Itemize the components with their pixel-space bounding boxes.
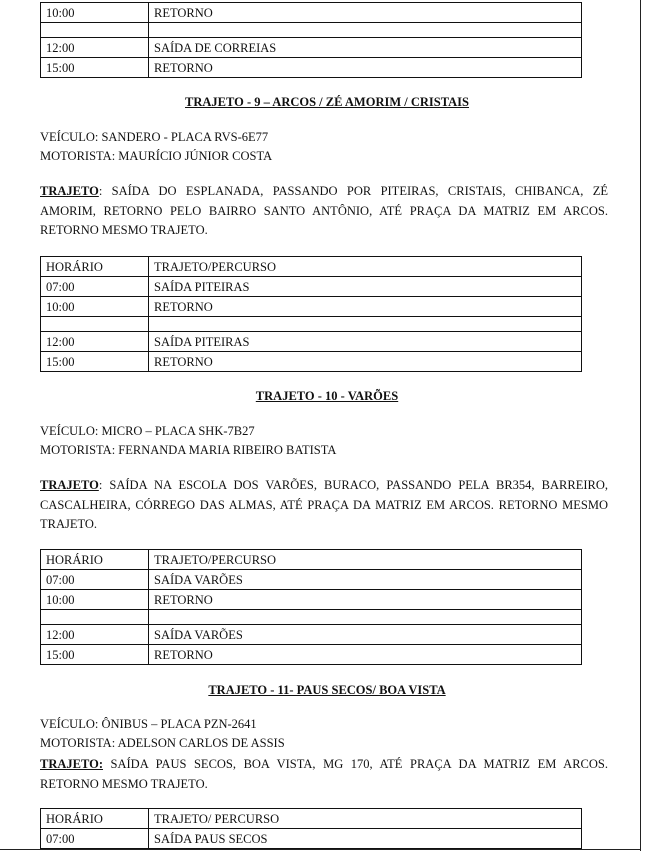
table-row <box>41 38 582 58</box>
driver-line: MOTORISTA: FERNANDA MARIA RIBEIRO BATISTA <box>40 443 337 457</box>
driver-line: MOTORISTA: MAURÍCIO JÚNIOR COSTA <box>40 149 273 163</box>
route-cell <box>149 317 582 332</box>
vehicle-line: VEÍCULO: MICRO – PLACA SHK-7B27 <box>40 424 255 438</box>
time-cell: 15:00 <box>41 58 149 78</box>
table-row <box>41 590 582 610</box>
time-cell: 10:00 <box>41 297 149 317</box>
route-description <box>40 476 608 535</box>
route-label: TRAJETO: <box>40 757 103 771</box>
route-cell: RETORNO <box>149 58 582 78</box>
column-header-route: TRAJETO/PERCURSO <box>149 257 582 277</box>
route-cell: RETORNO <box>149 352 582 372</box>
column-header-time: HORÁRIO <box>41 809 149 829</box>
page-border-bottom <box>0 849 641 850</box>
route-cell: RETORNO <box>149 645 582 665</box>
time-cell: 07:00 <box>41 829 149 849</box>
column-header-time: HORÁRIO <box>41 550 149 570</box>
route-heading: TRAJETO - 9 – ARCOS / ZÉ AMORIM / CRISTAIS <box>185 95 469 109</box>
schedule-table-route-11 <box>40 808 582 849</box>
time-cell <box>41 610 149 625</box>
schedule-table-route-9 <box>40 256 582 372</box>
route-label: TRAJETO <box>40 184 99 198</box>
column-header-route: TRAJETO/ PERCURSO <box>149 809 582 829</box>
table-header-row <box>41 809 582 829</box>
driver-line: MOTORISTA: ADELSON CARLOS DE ASSIS <box>40 736 285 750</box>
route-text: SAÍDA PAUS SECOS, BOA VISTA, MG 170, ATÉ PRAÇA DA MATRIZ EM ARCOS. RETORNO MESMO TRAJETO. <box>40 757 608 791</box>
time-cell: 07:00 <box>41 277 149 297</box>
time-cell: 12:00 <box>41 38 149 58</box>
route-text: : SAÍDA NA ESCOLA DOS VARÕES, BURACO, PASSANDO PELA BR354, BARREIRO, CASCALHEIRA, CÓRREGO DAS ALMAS, ATÉ PRAÇA DA MATRIZ EM ARCOS. RETORNO MESMO TRAJETO. <box>40 478 608 531</box>
schedule-table-continued <box>40 2 582 78</box>
time-cell: 12:00 <box>41 332 149 352</box>
route-text: : SAÍDA DO ESPLANADA, PASSANDO POR PITEIRAS, CRISTAIS, CHIBANCA, ZÉ AMORIM, RETORNO PELO BAIRRO SANTO ANTÔNIO, ATÉ PRAÇA DA MATRIZ EM ARCOS. RETORNO MESMO TRAJETO. <box>40 184 608 237</box>
route-heading: TRAJETO - 11- PAUS SECOS/ BOA VISTA <box>208 683 446 697</box>
schedule-table-route-10 <box>40 549 582 665</box>
time-cell: 10:00 <box>41 590 149 610</box>
vehicle-line: VEÍCULO: ÔNIBUS – PLACA PZN-2641 <box>40 717 257 731</box>
route-cell <box>149 23 582 38</box>
time-cell: 15:00 <box>41 645 149 665</box>
table-row <box>41 610 582 625</box>
time-cell: 07:00 <box>41 570 149 590</box>
page-border-right <box>640 0 641 851</box>
table-row <box>41 317 582 332</box>
table-row <box>41 625 582 645</box>
table-row <box>41 297 582 317</box>
table-row <box>41 3 582 23</box>
route-cell: RETORNO <box>149 590 582 610</box>
time-cell: 15:00 <box>41 352 149 372</box>
route-cell: SAÍDA VARÕES <box>149 570 582 590</box>
route-cell: SAÍDA VARÕES <box>149 625 582 645</box>
route-cell: SAÍDA PITEIRAS <box>149 277 582 297</box>
time-cell <box>41 23 149 38</box>
table-header-row <box>41 257 582 277</box>
table-row <box>41 58 582 78</box>
time-cell <box>41 317 149 332</box>
table-row <box>41 277 582 297</box>
table-row <box>41 23 582 38</box>
table-row <box>41 645 582 665</box>
route-label: TRAJETO <box>40 478 99 492</box>
table-row <box>41 570 582 590</box>
vehicle-line: VEÍCULO: SANDERO - PLACA RVS-6E77 <box>40 130 269 144</box>
route-description <box>40 755 608 794</box>
route-cell: SAÍDA PITEIRAS <box>149 332 582 352</box>
table-row <box>41 332 582 352</box>
route-description <box>40 182 608 241</box>
table-row <box>41 829 582 849</box>
route-cell: SAÍDA DE CORREIAS <box>149 38 582 58</box>
column-header-time: HORÁRIO <box>41 257 149 277</box>
table-row <box>41 352 582 372</box>
route-cell: RETORNO <box>149 297 582 317</box>
route-cell: RETORNO <box>149 3 582 23</box>
route-cell <box>149 610 582 625</box>
route-cell: SAÍDA PAUS SECOS <box>149 829 582 849</box>
route-heading: TRAJETO - 10 - VARÕES <box>255 389 399 403</box>
time-cell: 10:00 <box>41 3 149 23</box>
column-header-route: TRAJETO/PERCURSO <box>149 550 582 570</box>
table-header-row <box>41 550 582 570</box>
time-cell: 12:00 <box>41 625 149 645</box>
